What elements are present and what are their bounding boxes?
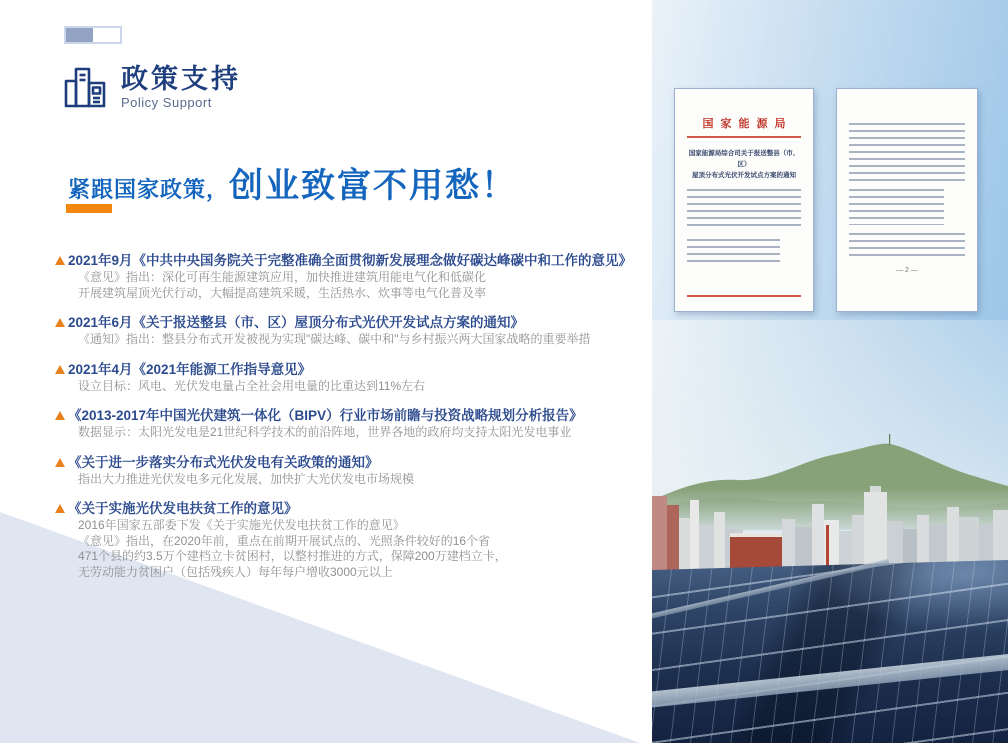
policy-title: 《关于实施光伏发电扶贫工作的意见》	[68, 501, 298, 516]
policy-desc-line: 数据显示：太阳光发电是21世纪科学技术的前沿阵地，世界各地的政府均支持太阳光发电事业	[78, 425, 572, 439]
policy-desc	[68, 332, 652, 348]
policy-desc	[68, 425, 652, 441]
policy-title: 《2013-2017年中国光伏建筑一体化（BIPV）行业市场前瞻与投资战略规划分析报告》	[68, 408, 583, 423]
triangle-bullet-icon	[55, 411, 65, 420]
city-solar-photo	[652, 320, 1008, 743]
list-item	[52, 314, 652, 348]
policy-desc-line: 开展建筑屋顶光伏行动，大幅提高建筑采暖，生活热水、炊事等电气化普及率	[78, 285, 487, 300]
policy-list	[52, 252, 652, 593]
triangle-bullet-icon	[55, 504, 65, 513]
policy-desc-line: 《意见》指出：深化可再生能源建筑应用，加快推进建筑用能电气化和低碳化	[78, 270, 487, 284]
page-title	[68, 158, 517, 207]
progress-indicator	[64, 26, 122, 44]
doc-body-text-lines	[687, 239, 780, 267]
buildings-icon	[62, 64, 110, 117]
section-title: 政策支持	[121, 64, 241, 94]
policy-desc-line: 《意见》指出，在2020年前，重点在前期开展试点的、光照条件较好的16个省	[78, 533, 491, 548]
doc-body-text-lines	[849, 123, 965, 181]
policy-title: 2021年6月《关于报送整县（市、区）屋顶分布式光伏开发试点方案的通知》	[68, 315, 525, 330]
triangle-bullet-icon	[55, 458, 65, 467]
triangle-bullet-icon	[55, 318, 65, 327]
policy-desc-line: 无劳动能力贫困户（包括残疾人）每年每户增收3000元以上	[78, 564, 393, 579]
doc-body-text-lines	[687, 189, 801, 231]
policy-title: 2021年9月《中共中央国务院关于完整准确全面贯彻新发展理念做好碳达峰碳中和工作的意见》	[68, 253, 633, 268]
doc-page-2	[836, 88, 978, 312]
list-item	[52, 407, 652, 441]
policy-title: 《关于进一步落实分布式光伏发电有关政策的通知》	[68, 454, 379, 470]
policy-desc-line: 2016年国家五部委下发《关于实施光伏发电扶贫工作的意见》	[78, 518, 405, 532]
policy-title: 2021年4月《2021年能源工作指导意见》	[68, 361, 312, 377]
policy-desc-line: 指出大力推进光伏发电多元化发展，加快扩大光伏发电市场规模	[78, 471, 415, 486]
doc-red-divider	[687, 136, 801, 138]
policy-desc-line: 《通知》指出：整县分布式开发被视为实现"碳达峰、碳中和"与乡村振兴两大国家战略的重要举措	[78, 332, 591, 346]
policy-desc	[68, 379, 652, 395]
list-item	[52, 361, 652, 395]
policy-desc	[68, 472, 652, 488]
progress-indicator-fill	[66, 28, 93, 42]
page-title-emphasis: 创业致富不用愁！	[229, 167, 518, 205]
document-preview-image	[652, 0, 1008, 320]
list-item	[52, 454, 652, 488]
solar-panels	[652, 560, 1008, 743]
doc-page-number: — 2 —	[896, 267, 918, 274]
section-subtitle: Policy Support	[121, 95, 212, 110]
list-item	[52, 252, 652, 301]
doc-agency-header: 国家能源局	[702, 118, 793, 130]
policy-desc	[68, 518, 652, 580]
policy-desc	[68, 270, 652, 301]
triangle-bullet-icon	[55, 256, 65, 265]
triangle-bullet-icon	[55, 365, 65, 374]
section-header	[62, 64, 241, 117]
doc-body-text-lines	[849, 189, 944, 225]
doc-page-1	[674, 88, 814, 312]
doc-body-text-lines	[849, 233, 965, 261]
list-item	[52, 500, 652, 580]
policy-desc-line: 471个县的约3.5万个建档立卡贫困村，以整村推进的方式，保障200万建档立卡，	[78, 549, 507, 563]
page-title-lead: 紧跟国家政策，	[68, 177, 230, 202]
policy-desc-line: 设立目标：风电、光伏发电量占全社会用电量的比重达到11%左右	[78, 378, 426, 393]
doc-title-line-1: 国家能源局综合司关于报送整县（市、区）	[688, 150, 800, 168]
doc-title-line-2: 屋顶分布式光伏开发试点方案的通知	[692, 172, 796, 179]
title-underline-bar	[66, 204, 112, 213]
doc-red-divider	[687, 295, 801, 297]
